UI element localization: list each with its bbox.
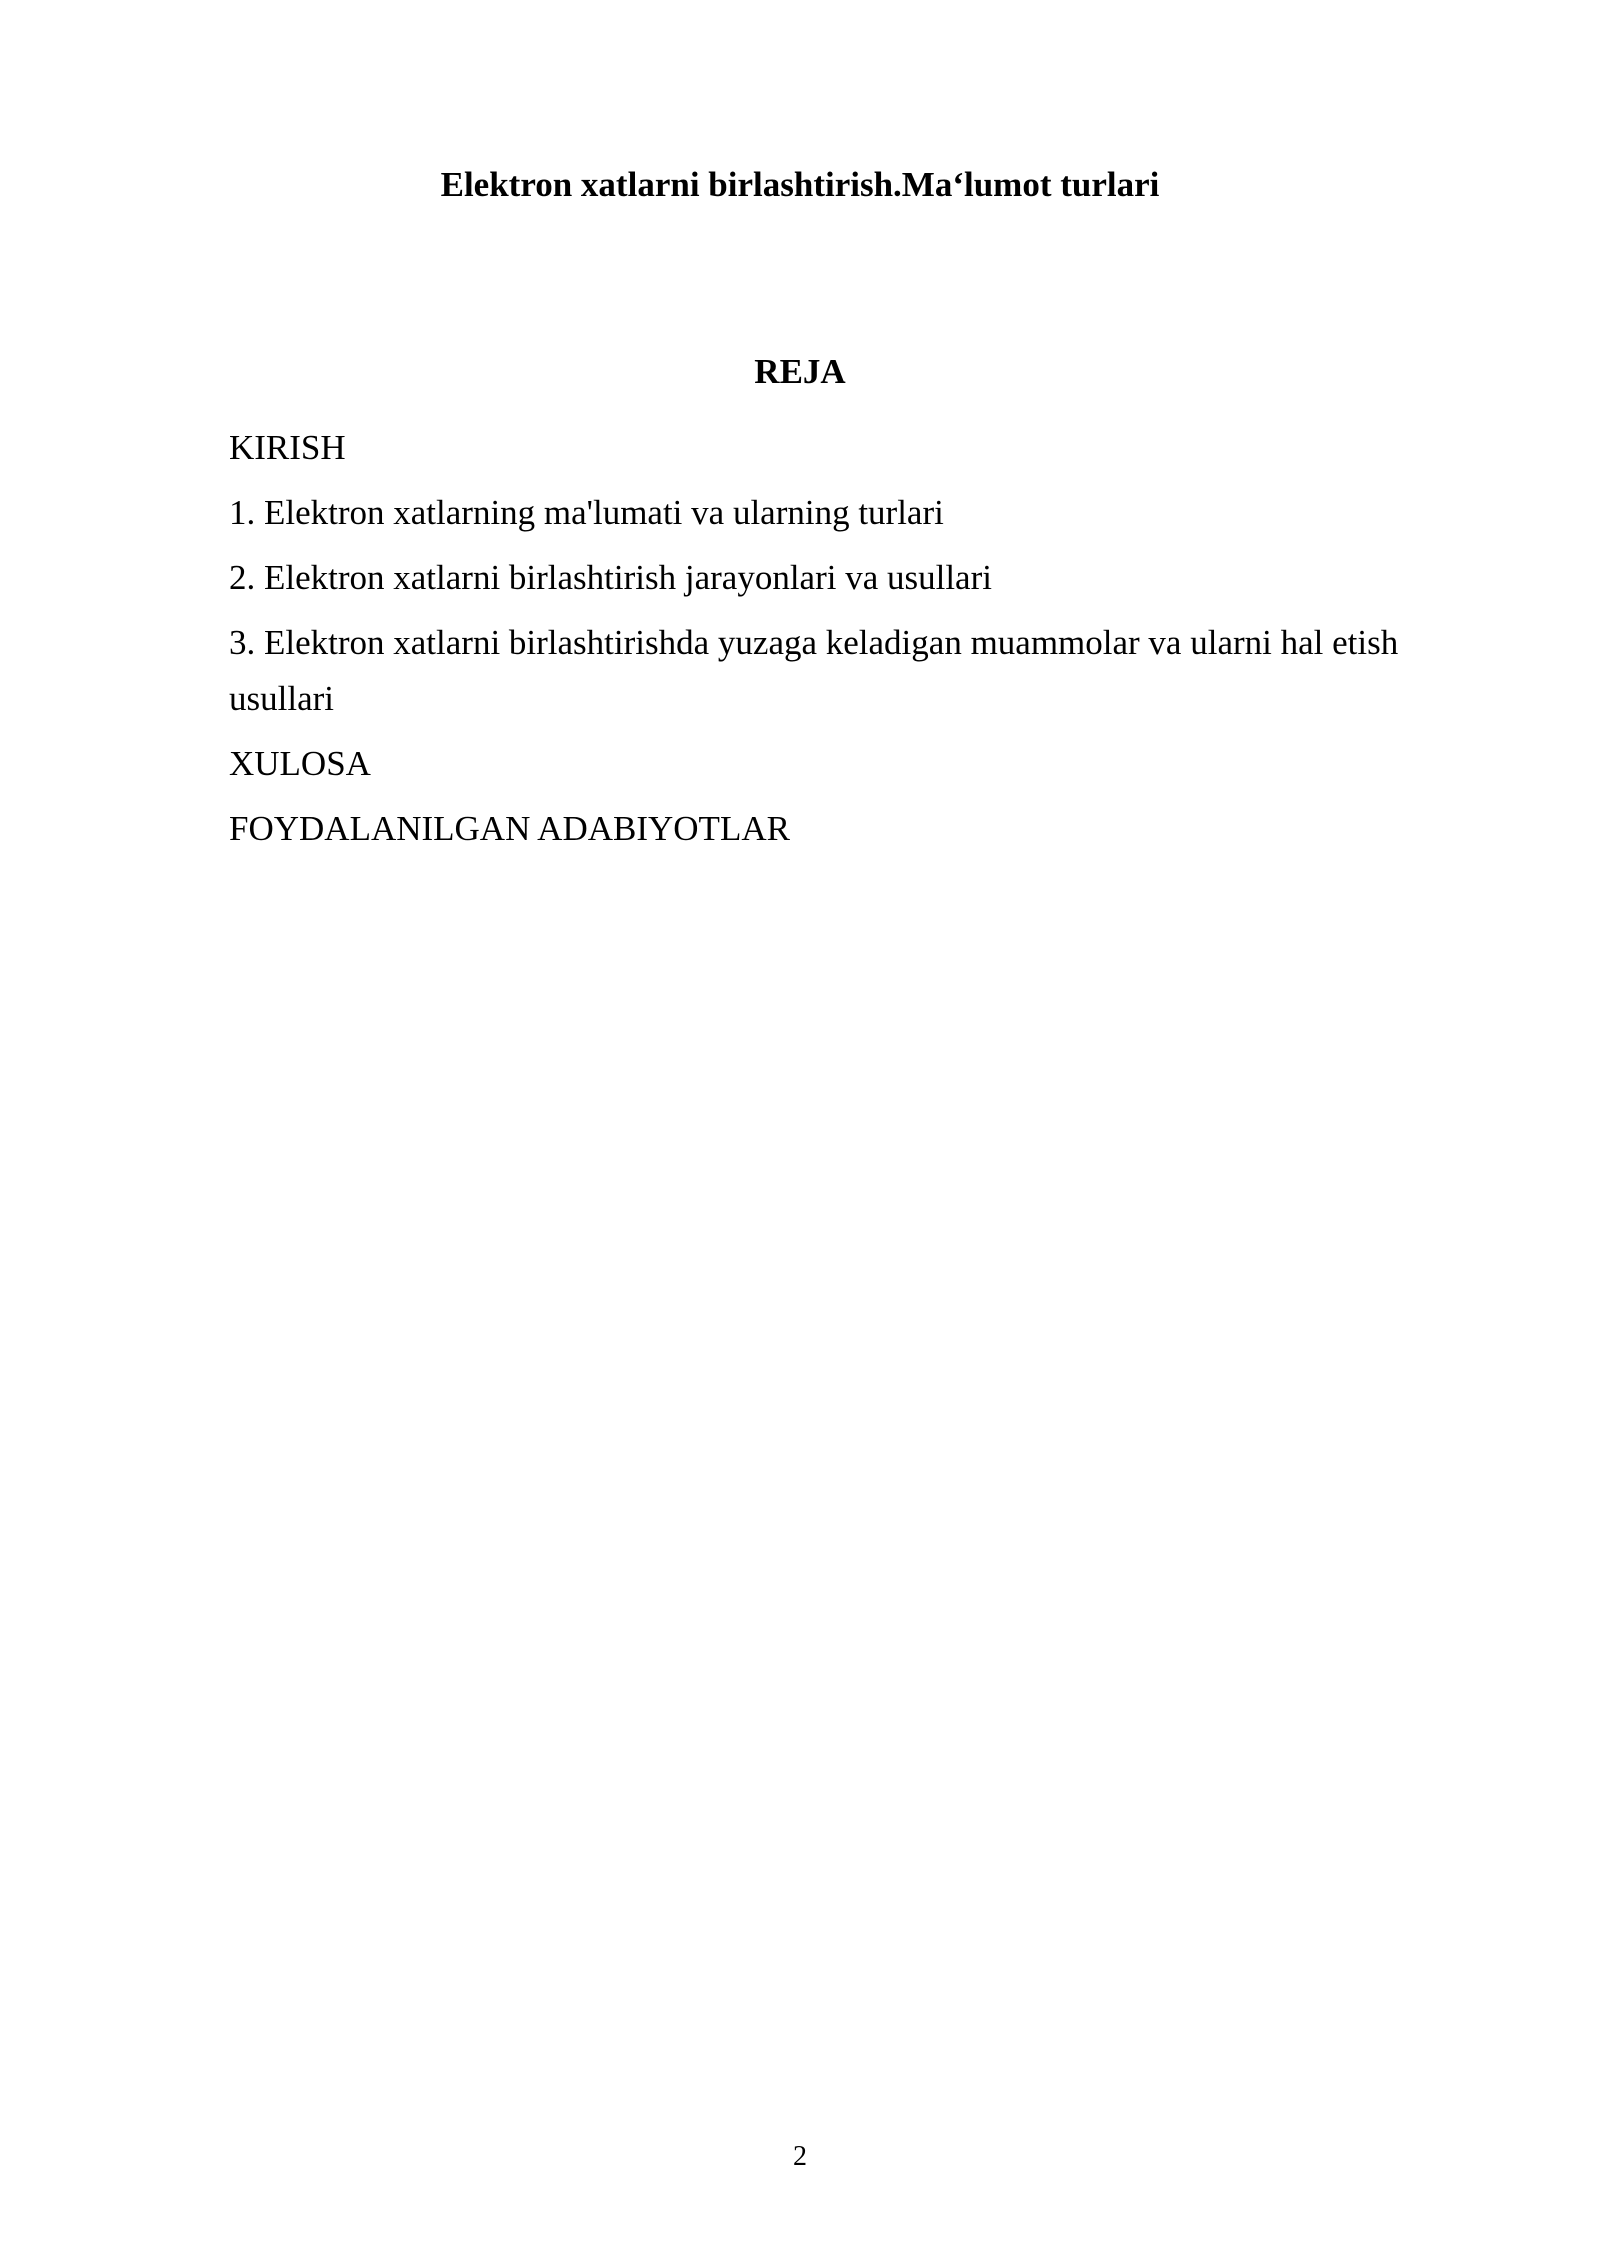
document-title: Elektron xatlarni birlashtirish.Ma‘lumot turlari <box>440 165 1160 204</box>
plan-item-references: FOYDALANILGAN ADABIYOTLAR <box>229 809 790 848</box>
plan-item-introduction: KIRISH <box>229 428 346 467</box>
plan-heading: REJA <box>754 352 846 391</box>
plan-item-conclusion: XULOSA <box>229 744 371 783</box>
page-number: 2 <box>793 2141 807 2172</box>
plan-item-2: 2. Elektron xatlarni birlashtirish jarayonlari va usullari <box>229 558 992 597</box>
plan-list <box>229 420 1509 866</box>
plan-item-3: 3. Elektron xatlarni birlashtirishda yuzaga keladigan muammolar va ularni hal etish usullari <box>229 623 1399 718</box>
plan-item-1: 1. Elektron xatlarning ma'lumati va ularning turlari <box>229 493 944 532</box>
